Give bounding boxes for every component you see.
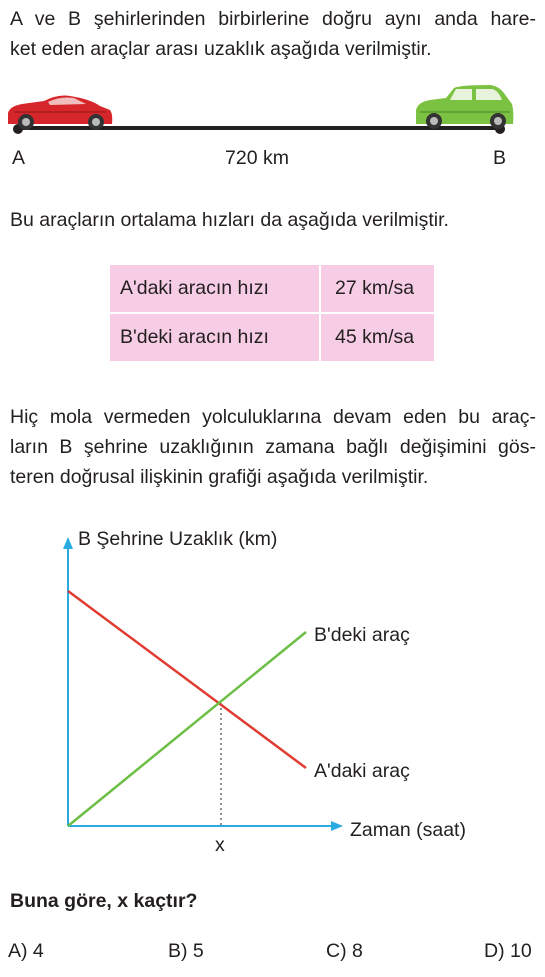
graph-intro-paragraph bbox=[10, 402, 536, 492]
option-c[interactable]: C) 8 bbox=[326, 940, 363, 962]
intro-line-2: ket eden araçlar arası uzaklık aşağıda verilmiştir. bbox=[10, 38, 432, 60]
graph-intro-line-2: ların B şehrine uzaklığının zamana bağlı değişimini gös- bbox=[10, 436, 536, 458]
option-a[interactable]: A) 4 bbox=[8, 940, 44, 962]
city-a-label: A bbox=[12, 147, 26, 169]
x-marker-label: x bbox=[215, 834, 225, 856]
option-d[interactable]: D) 10 bbox=[484, 940, 532, 962]
green-car-icon bbox=[416, 85, 513, 129]
table-row bbox=[109, 264, 435, 313]
distance-label: 720 km bbox=[225, 147, 289, 169]
question-text: Buna göre, x kaçtır? bbox=[10, 890, 198, 912]
series-b-line bbox=[68, 632, 306, 826]
table-row bbox=[109, 313, 435, 362]
graph-intro-line-3: teren doğrusal ilişkinin grafiği aşağıda verilmiştir. bbox=[10, 466, 429, 488]
speed-intro-text: Bu araçların ortalama hızları da aşağıda verilmiştir. bbox=[10, 209, 449, 231]
x-axis-label: Zaman (saat) bbox=[350, 819, 466, 841]
speed-table bbox=[108, 263, 436, 363]
city-b-label: B bbox=[493, 147, 507, 169]
series-b-label: B'deki araç bbox=[314, 624, 410, 646]
x-axis-arrow bbox=[331, 821, 343, 831]
distance-chart bbox=[63, 528, 466, 856]
series-a-label: A'daki araç bbox=[314, 760, 410, 782]
table-cell-value: 27 km/sa bbox=[320, 264, 435, 313]
table-cell-label: B'deki aracın hızı bbox=[109, 313, 320, 362]
series-a-line bbox=[68, 591, 306, 768]
speed-intro bbox=[10, 205, 536, 235]
y-axis-label: B Şehrine Uzaklık (km) bbox=[78, 528, 278, 550]
red-car-icon bbox=[8, 96, 112, 130]
option-b[interactable]: B) 5 bbox=[168, 940, 204, 962]
table-cell-value: 45 km/sa bbox=[320, 313, 435, 362]
intro-line-1: A ve B şehirlerinden birbirlerine doğru aynı anda hare- bbox=[10, 8, 536, 30]
table-cell-label: A'daki aracın hızı bbox=[109, 264, 320, 313]
graph-intro-line-1: Hiç mola vermeden yolculuklarına devam eden bu araç- bbox=[10, 406, 536, 428]
y-axis-arrow bbox=[63, 537, 73, 549]
